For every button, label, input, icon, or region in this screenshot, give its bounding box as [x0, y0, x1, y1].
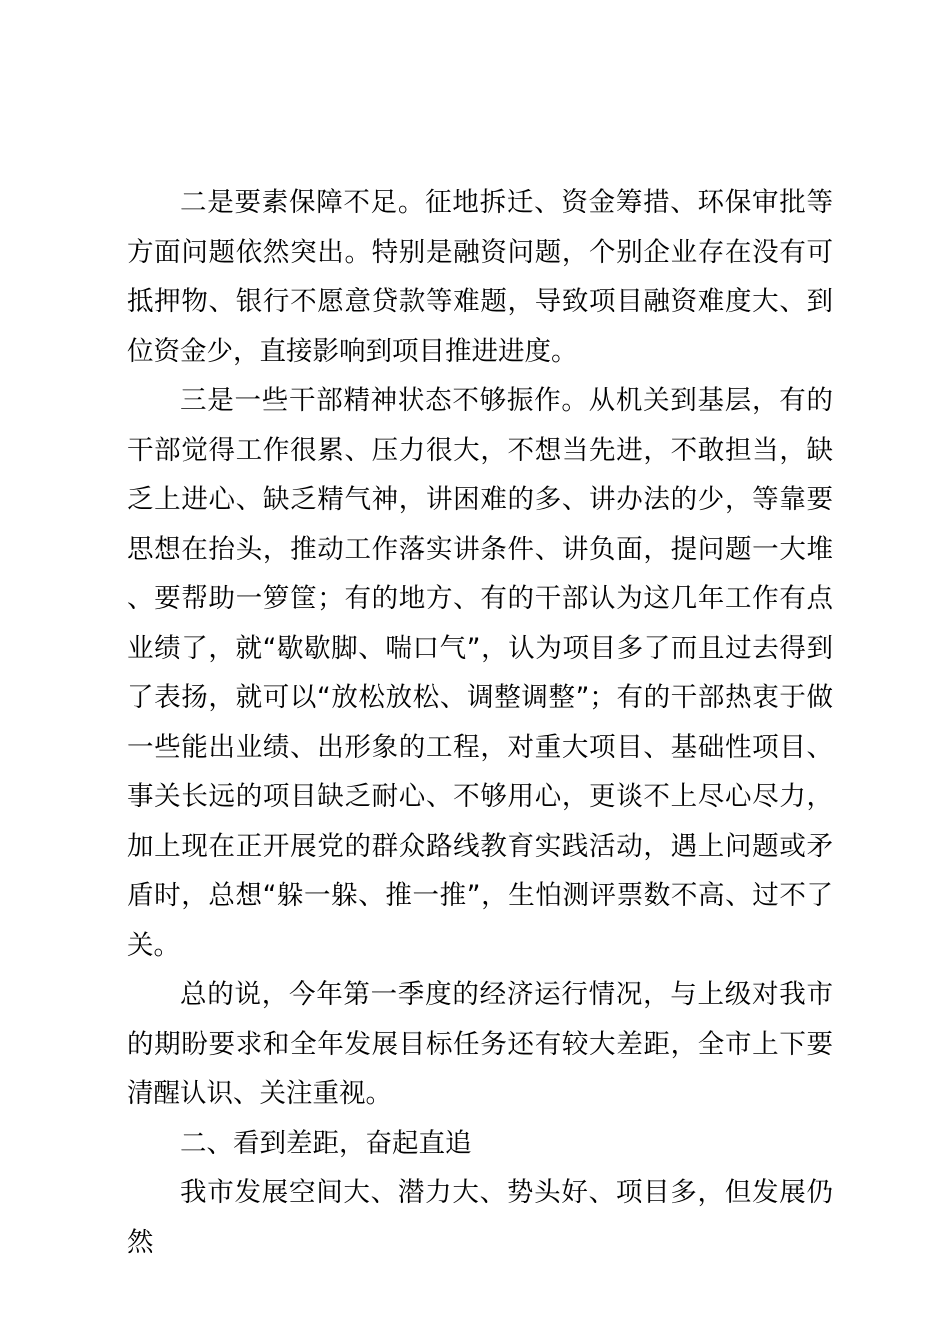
section-heading: 二、看到差距，奋起直追 [180, 1127, 472, 1159]
paragraph-cadre-spirit: 三是一些干部精神状态不够振作。从机关到基层，有的干部觉得工作很累、压力很大，不想当先进，不敢担当，缺乏上进心、缺乏精气神，讲困难的多、讲办法的少，等靠要思想在抬头，推动工作落实讲条件、讲负面，提问题一大堆、要帮助一箩筐；有的地方、有的干部认为这几年工作有点业绩了，就“歇歇脚、喘口气”，认为项目多了而且过去得到了表扬，就可以“放松放松、调整调整”；有的干部热衷于做一些能出业绩、出形象的工程，对重大项目、基础性项目、事关长远的项目缺乏耐心、不够用心，更谈不上尽心尽力，加上现在正开展党的群众路线教育实践活动，遇上问题或矛盾时，总想“躲一躲、推一推”，生怕测评票数不高、过不了关。 [127, 385, 833, 961]
paragraph-closing: 我市发展空间大、潜力大、势头好、项目多，但发展仍然 [127, 1177, 833, 1258]
document-page [127, 178, 833, 1267]
paragraph-summary: 总的说，今年第一季度的经济运行情况，与上级对我市的期盼要求和全年发展目标任务还有较大差距，全市上下要清醒认识、关注重视。 [127, 979, 833, 1109]
paragraph-factor-guarantee: 二是要素保障不足。征地拆迁、资金筹措、环保审批等方面问题依然突出。特别是融资问题，个别企业存在没有可抵押物、银行不愿意贷款等难题，导致项目融资难度大、到位资金少，直接影响到项目推进进度。 [127, 187, 833, 367]
